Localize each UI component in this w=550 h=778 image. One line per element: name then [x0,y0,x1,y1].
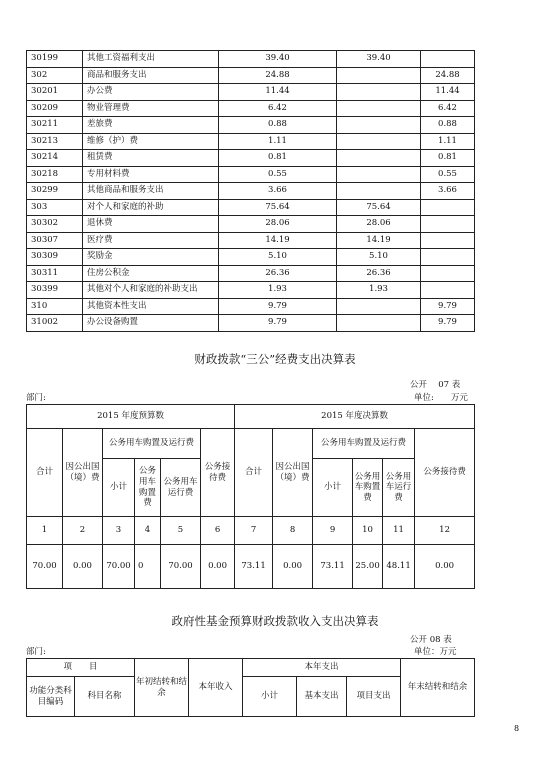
row-total: 24.88 [219,67,337,84]
table-row [27,117,475,134]
column-number: 7 [235,517,273,545]
table-row [27,133,475,150]
row-name: 专用材料费 [83,166,219,183]
row-project: 0.81 [421,150,475,167]
row-project: 0.55 [421,166,475,183]
row-name: 其他资本性支出 [83,298,219,315]
item-header: 项 目 [27,659,135,677]
department-label: 部门: [26,393,46,403]
row-name: 对个人和家庭的补助 [83,199,219,216]
row-name: 住房公积金 [83,265,219,282]
row-basic [337,100,421,117]
row-project: 9.79 [421,315,475,332]
row-project [421,216,475,233]
row-project: 1.11 [421,133,475,150]
row-name: 退休费 [83,216,219,233]
row-basic [337,298,421,315]
column-number: 2 [63,517,103,545]
row-project [421,51,475,68]
row-name: 其他工资福利支出 [83,51,219,68]
final-total-header: 合计 [235,429,273,517]
table-row [27,183,475,200]
row-project: 3.66 [421,183,475,200]
form-number-08: 公开 08 表 [410,635,452,645]
row-project [421,249,475,266]
subject-name-header: 科目名称 [75,677,135,717]
table-row [27,84,475,101]
budget-total-header: 合计 [27,429,63,517]
table-row [27,282,475,299]
value-cell: 0.00 [63,545,103,589]
project-expense-header: 项目支出 [347,677,401,717]
row-code: 30201 [27,84,83,101]
row-code: 30211 [27,117,83,134]
row-total: 26.36 [219,265,337,282]
row-code: 310 [27,298,83,315]
row-basic: 75.64 [337,199,421,216]
row-project: 24.88 [421,67,475,84]
unit-label-2: 单位：万元 [414,647,457,657]
value-cell: 0 [135,545,161,589]
column-number: 3 [103,517,135,545]
row-total: 0.88 [219,117,337,134]
budget-reception-header: 公务接待费 [201,429,235,517]
row-code: 30209 [27,100,83,117]
expenditure-detail-table [26,50,475,332]
row-total: 39.40 [219,51,337,68]
row-basic: 1.93 [337,282,421,299]
row-basic: 28.06 [337,216,421,233]
form-number-07: 公开 07 表 [410,380,461,390]
expense-subtotal-header: 小计 [243,677,297,717]
row-basic [337,84,421,101]
row-total: 1.93 [219,282,337,299]
row-total: 75.64 [219,199,337,216]
budget-abroad-header: 因公出国（境）费 [63,429,103,517]
row-project [421,232,475,249]
final-reception-header: 公务接待费 [415,429,475,517]
final-car-run-header: 公务用车运行费 [383,459,415,517]
table-row [27,249,475,266]
row-code: 30307 [27,232,83,249]
row-total: 0.55 [219,166,337,183]
table-row [27,166,475,183]
row-project [421,282,475,299]
row-code: 302 [27,67,83,84]
row-basic [337,183,421,200]
row-code: 30311 [27,265,83,282]
row-code: 30309 [27,249,83,266]
basic-expense-header: 基本支出 [297,677,347,717]
value-cell: 0.00 [273,545,313,589]
table-row [27,315,475,332]
table-row [27,298,475,315]
value-cell: 0.00 [201,545,235,589]
row-code: 30199 [27,51,83,68]
sangong-expense-table [26,404,475,589]
table-row [27,216,475,233]
column-number: 1 [27,517,63,545]
budget-car-group-header: 公务用车购置及运行费 [103,429,201,459]
column-number: 4 [135,517,161,545]
table-row [27,150,475,167]
row-name: 租赁费 [83,150,219,167]
table-row [27,67,475,84]
row-project [421,265,475,282]
table-row [27,232,475,249]
row-name: 奖励金 [83,249,219,266]
value-cell: 25.00 [353,545,383,589]
value-cell: 0.00 [415,545,475,589]
function-code-header: 功能分类科目编码 [27,677,75,717]
column-number: 12 [415,517,475,545]
row-name: 医疗费 [83,232,219,249]
column-number: 11 [383,517,415,545]
final-header: 2015 年度决算数 [235,405,475,429]
final-subtotal-header: 小计 [313,459,353,517]
page-number: 8 [514,724,520,733]
table-row [27,51,475,68]
department-label-2: 部门: [26,647,46,657]
row-total: 14.19 [219,232,337,249]
row-name: 物业管理费 [83,100,219,117]
government-fund-table [26,658,475,717]
budget-subtotal-header: 小计 [103,459,135,517]
row-basic: 39.40 [337,51,421,68]
final-car-purchase-header: 公务用车购置费 [353,459,383,517]
row-code: 30214 [27,150,83,167]
row-name: 维修（护）费 [83,133,219,150]
row-code: 30213 [27,133,83,150]
row-total: 3.66 [219,183,337,200]
final-car-group-header: 公务用车购置及运行费 [313,429,415,459]
row-total: 9.79 [219,298,337,315]
fund-table-title: 政府性基金预算财政拨款收入支出决算表 [171,614,379,628]
row-total: 28.06 [219,216,337,233]
value-cell: 70.00 [103,545,135,589]
value-cell: 70.00 [27,545,63,589]
opening-balance-header: 年初结转和结余 [135,659,189,717]
row-name: 差旅费 [83,117,219,134]
row-basic [337,166,421,183]
column-number: 8 [273,517,313,545]
row-code: 30299 [27,183,83,200]
row-basic: 26.36 [337,265,421,282]
value-cell: 48.11 [383,545,415,589]
row-code: 30302 [27,216,83,233]
table-row [27,199,475,216]
row-name: 办公设备购置 [83,315,219,332]
row-project: 9.79 [421,298,475,315]
row-basic [337,67,421,84]
row-total: 1.11 [219,133,337,150]
sangong-table-title: 财政拨款“三公”经费支出决算表 [194,352,356,366]
value-cell: 73.11 [235,545,273,589]
column-number: 10 [353,517,383,545]
row-name: 其他商品和服务支出 [83,183,219,200]
budget-car-run-header: 公务用车运行费 [161,459,201,517]
row-basic: 14.19 [337,232,421,249]
row-project: 6.42 [421,100,475,117]
row-code: 30218 [27,166,83,183]
closing-balance-header: 年末结转和结余 [401,659,475,717]
column-number: 5 [161,517,201,545]
row-basic [337,315,421,332]
row-name: 其他对个人和家庭的补助支出 [83,282,219,299]
row-basic: 5.10 [337,249,421,266]
row-total: 11.44 [219,84,337,101]
row-basic [337,117,421,134]
row-code: 31002 [27,315,83,332]
row-code: 303 [27,199,83,216]
row-total: 5.10 [219,249,337,266]
table-row [27,265,475,282]
row-total: 0.81 [219,150,337,167]
row-basic [337,150,421,167]
row-project: 11.44 [421,84,475,101]
income-header: 本年收入 [189,659,243,717]
row-total: 9.79 [219,315,337,332]
column-number: 9 [313,517,353,545]
value-cell: 70.00 [161,545,201,589]
budget-car-purchase-header: 公务用车购置费 [135,459,161,517]
row-project [421,199,475,216]
row-name: 办公费 [83,84,219,101]
row-total: 6.42 [219,100,337,117]
row-name: 商品和服务支出 [83,67,219,84]
final-abroad-header: 因公出国（境）费 [273,429,313,517]
column-number: 6 [201,517,235,545]
row-code: 30399 [27,282,83,299]
expense-header: 本年支出 [243,659,401,677]
table-row [27,100,475,117]
budget-header: 2015 年度预算数 [27,405,235,429]
row-project: 0.88 [421,117,475,134]
row-basic [337,133,421,150]
unit-label: 单位: 万元 [414,393,468,403]
value-cell: 73.11 [313,545,353,589]
